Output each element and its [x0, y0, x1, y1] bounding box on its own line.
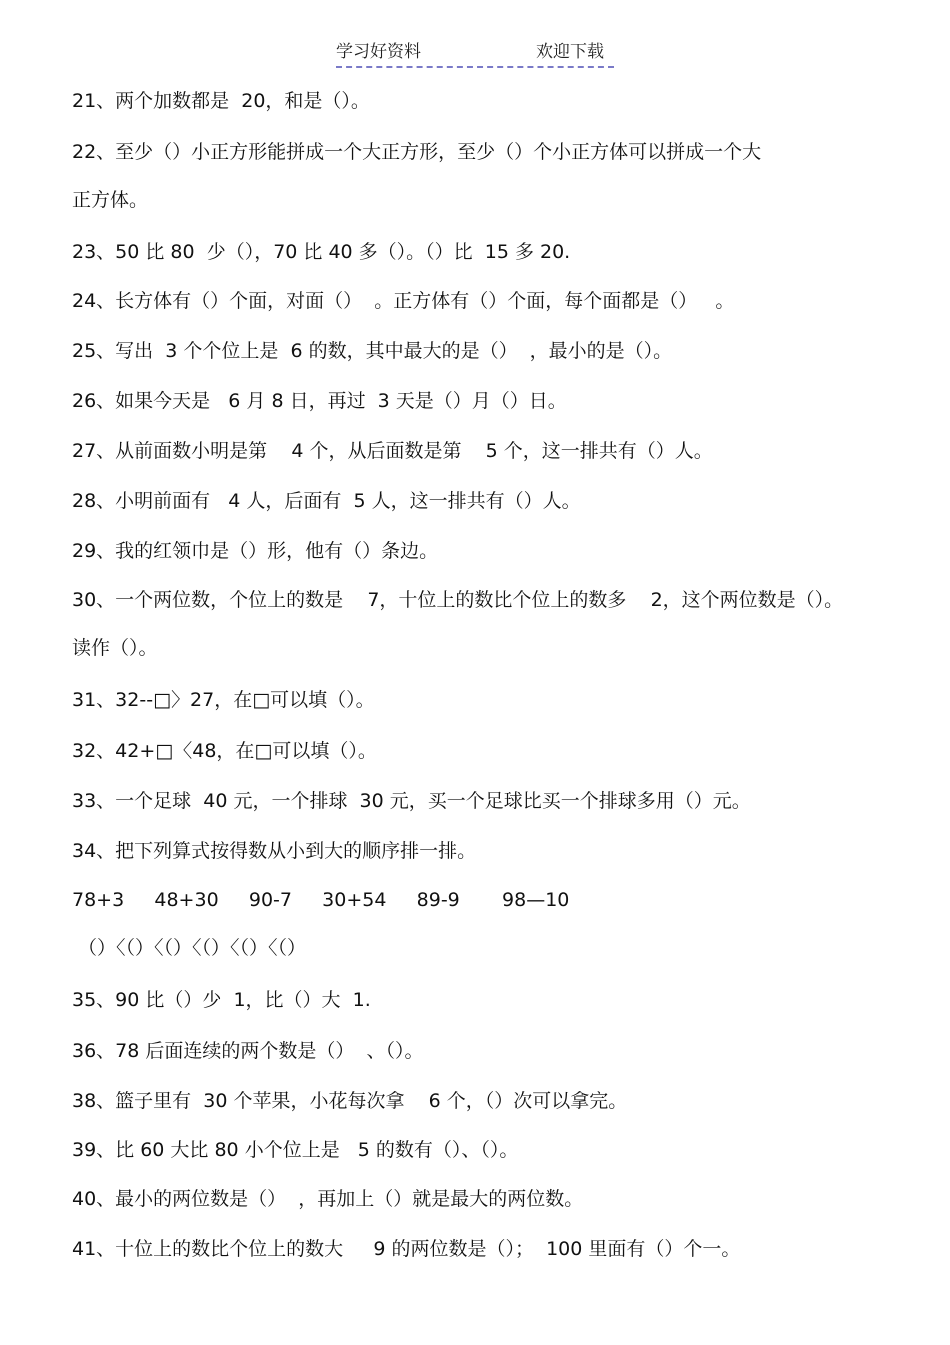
- question-30: 30、一个两位数，个位上的数是 7，十位上的数比个位上的数多 2，这个两位数是（）。: [72, 589, 844, 611]
- question-31: 31、32--□〉27，在□可以填（）。: [72, 689, 375, 711]
- question-41: 41、十位上的数比个位上的数大 9 的两位数是（）； 100 里面有（）个一。: [72, 1238, 741, 1260]
- question-40: 40、最小的两位数是（） ，再加上（）就是最大的两位数。: [72, 1188, 584, 1210]
- question-26: 26、如果今天是 6 月 8 日，再过 3 天是（）月（）日。: [72, 390, 567, 412]
- question-34-order-blanks: （）〈（）〈（）〈（）〈（）〈（）: [72, 937, 307, 959]
- question-22: 22、至少（）小正方形能拼成一个大正方形，至少（）个小正方体可以拼成一个大: [72, 141, 762, 163]
- question-32: 32、42+□〈48，在□可以填（）。: [72, 740, 377, 762]
- question-34: 34、把下列算式按得数从小到大的顺序排一排。: [72, 840, 477, 862]
- question-22-cont: 正方体。: [72, 189, 149, 211]
- question-28: 28、小明前面有 4 人，后面有 5 人，这一排共有（）人。: [72, 490, 581, 512]
- question-30-cont: 读作（）。: [72, 637, 158, 659]
- question-25: 25、写出 3 个个位上是 6 的数，其中最大的是（） ，最小的是（）。: [72, 340, 673, 362]
- question-21: 21、两个加数都是 20，和是（）。: [72, 90, 370, 112]
- question-36: 36、78 后面连续的两个数是（） 、（）。: [72, 1040, 424, 1062]
- page-header: [336, 42, 614, 68]
- question-23: 23、50 比 80 少（），70 比 40 多（）。（）比 15 多 20.: [72, 241, 571, 263]
- question-38: 38、篮子里有 30 个苹果，小花每次拿 6 个，（）次可以拿完。: [72, 1090, 628, 1112]
- question-29: 29、我的红领巾是（）形，他有（）条边。: [72, 540, 439, 562]
- question-34-expressions: 78+3 48+30 90-7 30+54 89-9 98—10: [72, 889, 570, 911]
- header-right-text: 欢迎下载: [536, 42, 604, 62]
- question-24: 24、长方体有（）个面，对面（） 。正方体有（）个面，每个面都是（） 。: [72, 290, 735, 312]
- question-39: 39、比 60 大比 80 小个位上是 5 的数有（）、（）。: [72, 1139, 519, 1161]
- question-33: 33、一个足球 40 元，一个排球 30 元，买一个足球比买一个排球多用（）元。: [72, 790, 751, 812]
- question-35: 35、90 比（）少 1，比（）大 1.: [72, 989, 371, 1011]
- question-27: 27、从前面数小明是第 4 个，从后面数是第 5 个，这一排共有（）人。: [72, 440, 713, 462]
- header-left-text: 学习好资料: [336, 42, 421, 62]
